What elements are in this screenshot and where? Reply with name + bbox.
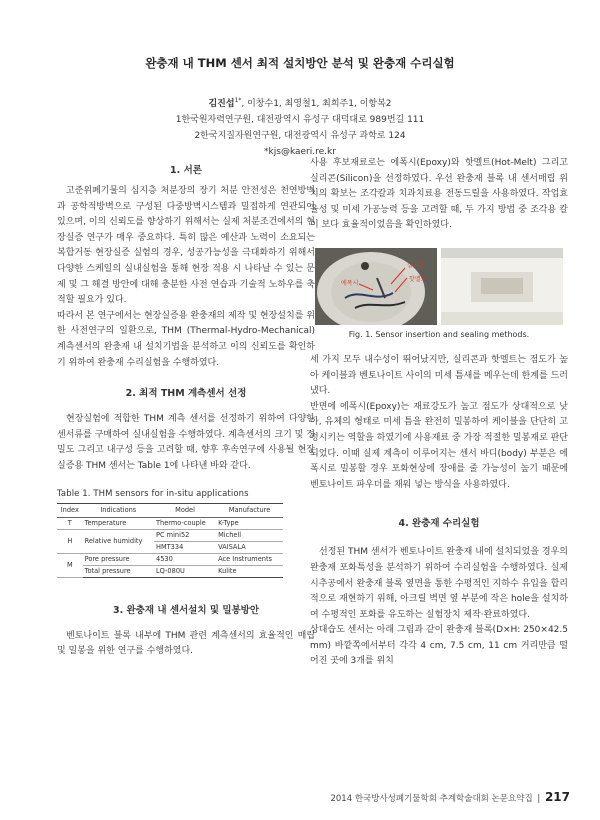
section-3-paragraph-4: 반면에 에폭시(Epoxy)는 재료강도가 높고 점도가 상대적으로 낮아, 유체의 형태로 미세 틈을 완전히 밀봉하여 케이블을 단단히 고정시키는 역할을 하였기에 사용재료 중 가장 적절한 밀봉재로 판단되었다. 이때 실제 계측이 이루어지는 센서 바디(body) 부분은 에폭시로 밀봉할 경우 포화현상에 장애를 줄 가능성이 높기 때문에 벤토나이트 파우더를 채워 넣는 방식을 사용하였다.: [310, 401, 568, 490]
label-hotmelt: 핫멜트: [409, 275, 427, 283]
table-cell-indication: Total pressure: [83, 565, 154, 577]
table-row: [57, 553, 283, 565]
table-cell-indication: Relative humidity: [83, 529, 154, 553]
paper-title: 완충재 내 THM 센서 최적 설치방안 분석 및 완충재 수리실험: [145, 56, 455, 70]
section-1-paragraph-2: 따라서 본 연구에서는 현장실증용 완충재의 제작 및 현장설치를 위한 사전연구의 일환으로, THM (Thermal-Hydro-Mechanical) 계측센서의 완충재 내 설치기법을 분석하고 이의 신뢰도를 확인하기 위하여 완충재 수리실험을 수행하였다.: [57, 310, 315, 368]
table-row: [57, 517, 283, 529]
co-authors: , 이창수1, 최영철1, 최희주1, 이항복2: [241, 99, 392, 109]
table-cell-manufacture: K-Type: [216, 517, 283, 529]
section-3-heading: 3. 완충재 내 센서설치 및 밀봉방안: [112, 604, 260, 616]
section-1-heading: 1. 서론: [170, 165, 202, 176]
table-header-indications: Indications: [83, 503, 154, 517]
section-3-paragraph-3: 세 가지 모두 내수성이 뛰어났지만, 실리콘과 핫멜트는 점도가 높아 케이블과 벤토나이트 사이의 미세 틈새를 메우는데 한계를 드러냈다.: [310, 354, 568, 397]
corresponding-email: *kjs@kaeri.re.kr: [264, 147, 336, 157]
section-3-paragraph-1: 벤토나이트 블록 내부에 THM 관련 계측센서의 효율적인 매립 및 밀봉을 위한 연구를 수행하였다.: [57, 630, 315, 657]
table-1-caption: Table 1. THM sensors for in-situ applications: [57, 488, 249, 499]
figure-1-photo-carved-slot: [441, 248, 563, 325]
page-footer: [330, 790, 570, 804]
table-cell-model: LQ-080U: [154, 565, 216, 577]
table-cell-indication: Temperature: [83, 517, 154, 529]
section-4-paragraph-2: 상대습도 센서는 아래 그림과 같이 완충재 블록(D×H: 250×42.5 mm) 바깥쪽에서부터 각각 4 cm, 7.5 cm, 11 cm 거리만큼 떨어진 곳에 3개를 위치: [310, 625, 568, 667]
table-header-row: [57, 503, 283, 517]
carved-slot-illustration: [441, 248, 563, 325]
label-epoxy: 에폭시: [341, 279, 359, 287]
lead-author-mark: 1*: [234, 97, 242, 104]
table-1: [57, 503, 283, 578]
table-cell-manufacture: Michell: [216, 529, 283, 541]
section-4-paragraph-1: 선정된 THM 센서가 벤토나이트 완충재 내에 설치되었을 경우의 완충재 포화특성을 분석하기 위하여 수리실험을 수행하였다. 실제 시추공에서 완충재 블록 옆면을 통한 수평적인 지하수 유입을 합리적으로 재현하기 위해, 아크릴 벽면 옆 부분에 작은 hole을 설치하여 수평적인 포화를 유도하는 실험장치 제작·완료하였다.: [310, 547, 568, 620]
figure-1-caption: Fig. 1. Sensor insertion and sealing methods.: [348, 329, 530, 339]
table-row: [57, 529, 283, 541]
section-1-paragraph-1: 고준위폐기물의 심지층 처분장의 장기 처분 안전성은 천연방벽과 공학적방벽으로 구성된 다중방벽시스템과 밀접하게 연관되어 있으며, 이의 신뢰도를 향상하기 위해서는 실제 처분조건에서의 현장실증 연구가 매우 중요하다. 특히 많은 예산과 노력이 소요되는 복합거동 현장실증 실험의 경우, 성공가능성을 극대화하기 위해서 다양한 스케일의 실내실험을 통해 현장 적용 시 나타날 수 있는 문제 및 그 해결 방안에 대해 충분한 사전 연습과 기술적 노하우를 축적할 필요가 있다.: [57, 186, 315, 306]
affiliation-2: 2한국지질자원연구원, 대전광역시 유성구 과학로 124: [194, 131, 406, 141]
table-cell-index: H: [57, 529, 83, 553]
table-header-index: Index: [57, 503, 83, 517]
label-silicone: 실리콘: [407, 261, 425, 269]
section-2-paragraph-1: 현장실험에 적합한 THM 계측 센서를 선정하기 위하여 다양한 센서류를 구매하여 실내실험을 수행하였다. 계측센서의 크기 및 정밀도 그리고 내구성 등을 고려할 때, 향후 후속연구에 사용될 현장실증용 THM 센서는 Table 1에 나타낸 바와 같다.: [57, 414, 315, 471]
table-cell-index: M: [57, 553, 83, 577]
table-cell-manufacture: Kulite: [216, 565, 283, 577]
table-cell-model: HMT334: [154, 541, 216, 553]
lead-author: 김진섭: [208, 99, 235, 109]
table-row: [57, 565, 283, 577]
section-3-paragraph-2: 사용 후보재료로는 에폭시(Epoxy)와 핫멜트(Hot-Melt) 그리고 실리콘(Silicon)을 선정하였다. 우선 완충재 블록 내 센서매립 위치의 확보는 조각칼과 치과치료용 전동드릴을 사용하였다. 작업효율성 및 미세 가공능력 등을 고려할 때, 두 가지 방법 중 조각용 칼이 보다 효율적이었음을 확인하였다.: [310, 158, 568, 231]
author-list: [0, 93, 600, 112]
figure-1-photo-sealed-block: [315, 248, 437, 325]
footer-separator: |: [537, 794, 541, 804]
table-cell-manufacture: VAISALA: [216, 541, 283, 553]
table-cell-index: T: [57, 517, 83, 529]
affiliation-1: 1한국원자력연구원, 대전광역시 유성구 대덕대로 989번길 111: [175, 115, 425, 125]
table-header-manufacture: Manufacture: [216, 503, 283, 517]
footer-conference: 2014 한국방사성폐기물학회 추계학술대회 논문요약집: [330, 794, 533, 804]
table-cell-model: PC mini52: [154, 529, 216, 541]
section-2-heading: 2. 최적 THM 계측센서 선정: [125, 388, 247, 400]
table-header-model: Model: [154, 503, 216, 517]
left-column: [57, 150, 315, 660]
page-number: 217: [544, 790, 570, 804]
figure-1: [315, 248, 563, 325]
table-cell-model: Thermo-couple: [154, 517, 216, 529]
table-cell-manufacture: Ace Instruments: [216, 553, 283, 565]
right-column: [310, 156, 568, 670]
section-4-heading: 4. 완충재 수리실험: [398, 518, 480, 530]
table-cell-model: 4530: [154, 553, 216, 565]
table-cell-indication: Pore pressure: [83, 553, 154, 565]
